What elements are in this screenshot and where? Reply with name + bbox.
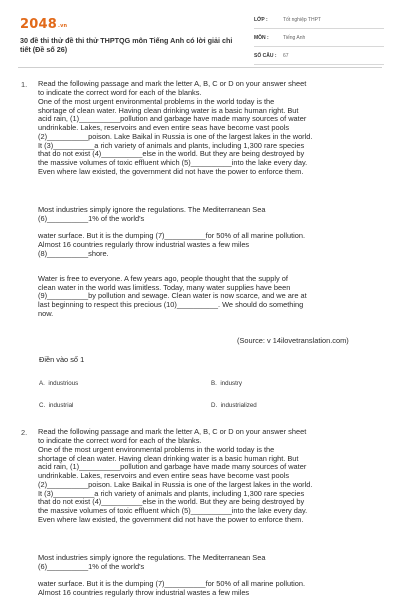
option-a[interactable]: [39, 380, 78, 387]
option-letter: C.: [39, 402, 46, 409]
text-line: to indicate the correct word for each of the blanks.: [38, 435, 202, 445]
option-text: industry: [220, 380, 242, 387]
option-letter: D.: [211, 402, 218, 409]
text-line: (9)__________by pollution and sewage. Clean water is now scarce, and we are at: [38, 291, 307, 301]
meta-row-count: [254, 50, 384, 65]
text-line: Water is free to everyone. A few years ago, people thought that the supply of: [38, 274, 288, 283]
text-line: Even where law existed, the government did not have the power to enforce them.: [38, 514, 304, 524]
meta-value: 67: [283, 53, 289, 59]
meta-key: SỐ CÂU :: [254, 53, 277, 59]
text-line: undrinkable. Lakes, reservoirs and even entire seas have become vast pools: [38, 123, 290, 133]
page-header: [0, 0, 400, 64]
header-divider: [18, 67, 382, 68]
text-line: water surface. But it is the dumping (7)__________for 50% of all marine pollution.: [38, 231, 306, 241]
text-line: undrinkable. Lakes, reservoirs and even entire seas have become vast pools: [38, 471, 290, 481]
text-line: water surface. But it is the dumping (7)__________for 50% of all marine pollution.: [38, 579, 306, 589]
question-number: 1.: [21, 80, 28, 89]
text-line: Read the following passage and mark the letter A, B, C or D on your answer sheet: [38, 427, 307, 436]
text-line: Almost 16 countries regularly throw industrial wastes a few miles: [38, 587, 250, 597]
passage-paragraph-1: [38, 446, 383, 524]
meta-row-class: [254, 14, 384, 29]
question-number: 2.: [21, 428, 28, 437]
text-line: Most industries simply ignore the regulations. The Mediterranean Sea: [38, 205, 266, 214]
text-line: One of the most urgent environmental problems in the world today is the: [38, 97, 275, 106]
text-line: clean water in the world was limitless. Today, many water supplies have been: [38, 282, 291, 292]
text-line: Even where law existed, the government did not have the power to enforce them.: [38, 166, 304, 176]
text-line: (6)__________1% of the world's: [38, 213, 145, 223]
text-line: the massive volumes of toxic effluent which (5)__________into the lake every day.: [38, 505, 308, 515]
logo-text: 2048: [20, 17, 57, 32]
text-line: the massive volumes of toxic effluent which (5)__________into the lake every day.: [38, 157, 308, 167]
fill-prompt: Điền vào số 1: [39, 355, 85, 364]
meta-key: LỚP :: [254, 17, 268, 23]
text-line: acid rain, (1)__________pollution and garbage have made many sources of water: [38, 462, 307, 472]
option-text: industrious: [48, 380, 79, 387]
logo-suffix: .vn: [57, 23, 68, 29]
passage-paragraph-1: [38, 98, 383, 176]
document-meta: [254, 14, 384, 68]
text-line: now.: [38, 308, 54, 318]
text-line: (8)__________shore.: [38, 248, 109, 258]
text-line: It (3)__________a rich variety of animals and plants, including 1,300 rare species: [38, 488, 305, 498]
meta-value: Tốt nghiệp THPT: [283, 17, 321, 23]
passage-paragraph-3: [38, 275, 383, 319]
question-instruction: [38, 80, 383, 97]
option-letter: A.: [39, 380, 45, 387]
text-line: to indicate the correct word for each of the blanks.: [38, 87, 202, 97]
text-line: Read the following passage and mark the letter A, B, C or D on your answer sheet: [38, 79, 307, 88]
text-line: last beginning to respect this precious (10)__________. We should do something: [38, 300, 304, 310]
text-line: shortage of clean water. Having clean drinking water is a basic human right. But: [38, 105, 299, 115]
meta-value: Tiếng Anh: [283, 35, 306, 41]
option-c[interactable]: [39, 402, 73, 409]
option-text: industrial: [48, 402, 74, 409]
option-letter: B.: [211, 380, 217, 387]
text-line: (2)__________poison. Lake Baikal in Russia is one of the largest lakes in the world.: [38, 479, 313, 489]
text-line: acid rain, (1)__________pollution and garbage have made many sources of water: [38, 114, 307, 124]
meta-row-subject: [254, 32, 384, 47]
option-b[interactable]: [211, 380, 242, 387]
text-line: (2)__________poison. Lake Baikal in Russia is one of the largest lakes in the world.: [38, 131, 313, 141]
option-d[interactable]: [211, 402, 257, 409]
text-line: One of the most urgent environmental problems in the world today is the: [38, 445, 275, 454]
option-text: industrialized: [220, 402, 257, 409]
passage-paragraph-2: [38, 206, 383, 258]
text-line: that do not exist (4)__________else in the world. But they are being destroyed by: [38, 149, 305, 159]
text-line: that do not exist (4)__________else in the world. But they are being destroyed by: [38, 497, 305, 507]
question-instruction: [38, 428, 383, 445]
meta-key: MÔN :: [254, 35, 269, 41]
site-logo[interactable]: [20, 17, 67, 32]
passage-paragraph-2: [38, 554, 383, 598]
text-line: Most industries simply ignore the regulations. The Mediterranean Sea: [38, 553, 266, 562]
document-title: 30 đề thi thử đề thi thử THPTQG môn Tiếng Anh có lời giải chi tiết (Đề số 26): [20, 36, 233, 54]
passage-source: (Source: v 14ilovetranslation.com): [237, 336, 349, 345]
text-line: shortage of clean water. Having clean drinking water is a basic human right. But: [38, 453, 299, 463]
text-line: (6)__________1% of the world's: [38, 561, 145, 571]
text-line: It (3)__________a rich variety of animals and plants, including 1,300 rare species: [38, 140, 305, 150]
text-line: Almost 16 countries regularly throw industrial wastes a few miles: [38, 239, 250, 249]
